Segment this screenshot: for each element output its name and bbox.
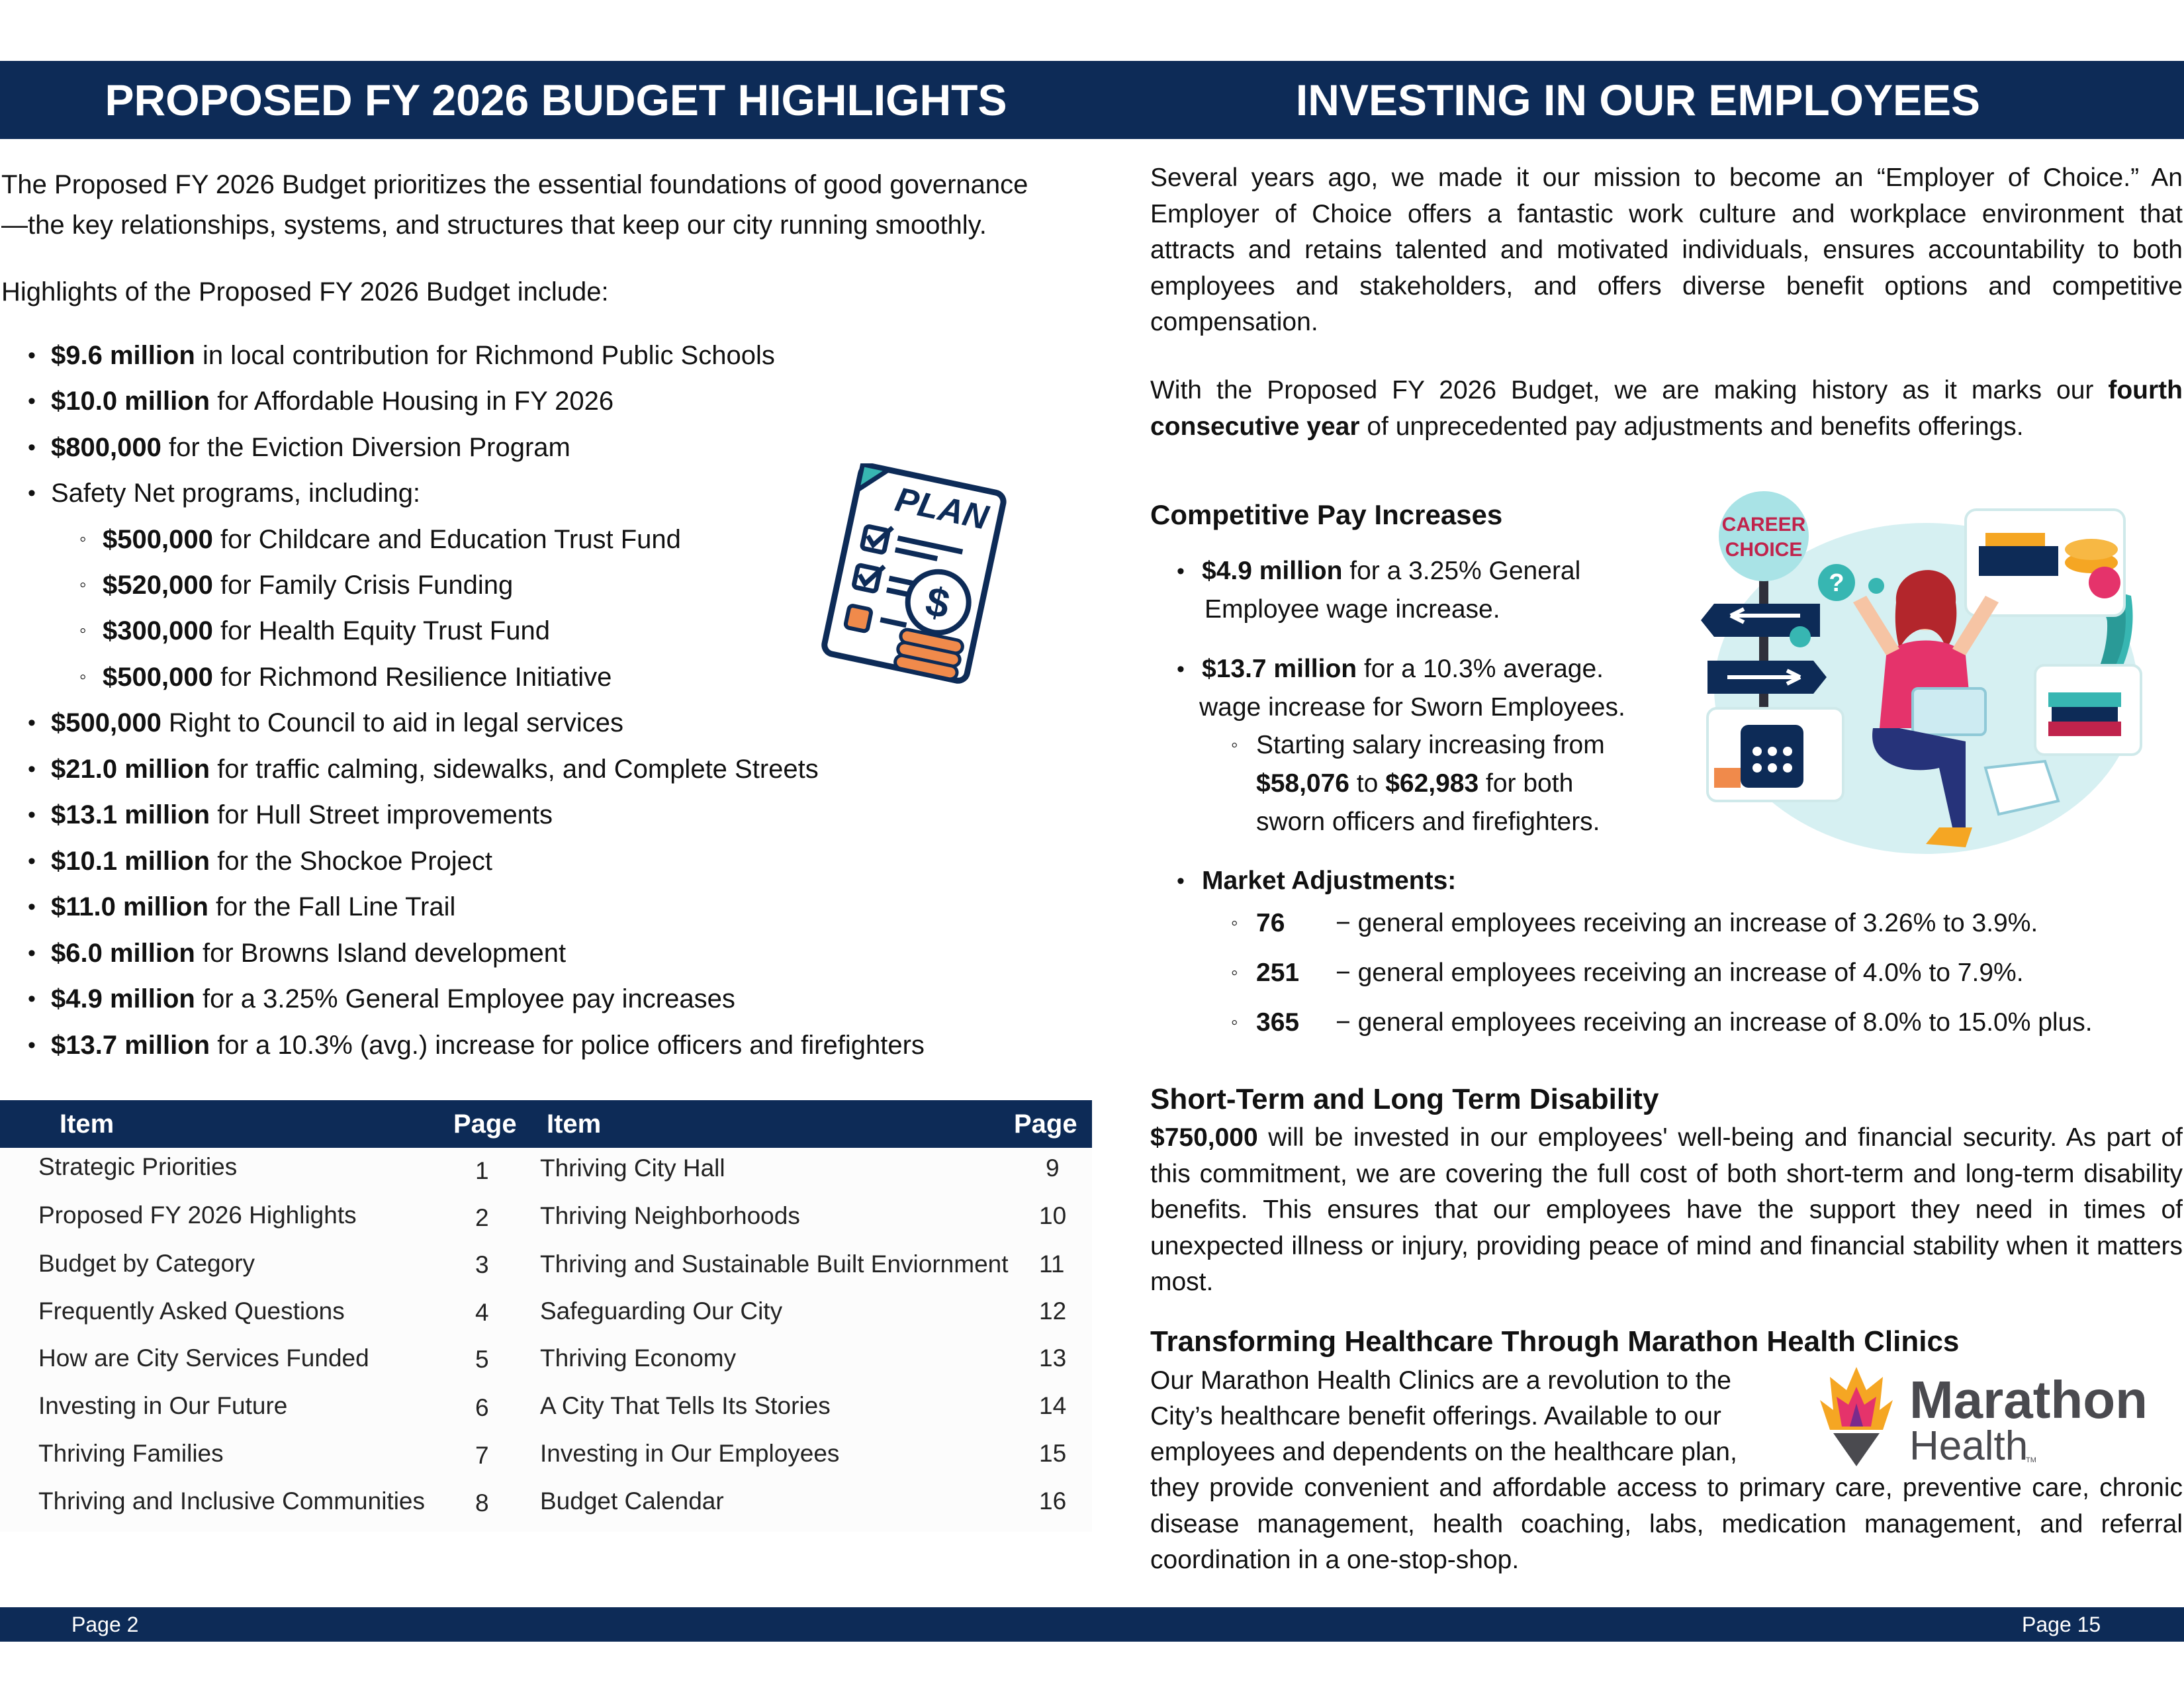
- list-item: • $11.0 million for the Fall Line Trail: [28, 892, 456, 921]
- market-item: ◦ 251 − general employees receiving an increase of 4.0% to 7.9%.: [1231, 959, 2024, 987]
- list-item: • $800,000 for the Eviction Diversion Program: [28, 433, 570, 462]
- salary-sub-item-end: sworn officers and firefighters.: [1256, 808, 1600, 836]
- sub-list-item: ◦ $300,000 for Health Equity Trust Fund: [79, 616, 550, 645]
- right-page-title: INVESTING IN OUR EMPLOYEES: [1295, 75, 1981, 124]
- left-page-number: Page 2: [71, 1613, 139, 1636]
- toc-page: 2: [475, 1204, 489, 1231]
- list-item: • $10.1 million for the Shockoe Project: [28, 847, 493, 876]
- logo-word-health: Health: [1909, 1423, 2028, 1469]
- toc-page: 7: [475, 1442, 489, 1469]
- toc-page: 5: [475, 1346, 489, 1373]
- disability-paragraph: $750,000 will be invested in our employees' well-being and financial security. As part of this commitment, we are covering the full cost of both short-term and long-term disability benefits. This ensures that our employees have the support they need in times of unexpected illness or injury, providing peace of mind and financial stability when it matters most.: [1150, 1123, 2183, 1296]
- toc-page: 8: [475, 1489, 489, 1517]
- toc-header-item: Item: [547, 1109, 602, 1139]
- plan-checklist-icon: [801, 463, 1019, 688]
- employer-of-choice-paragraph: Several years ago, we made it our mission to become an “Employer of Choice.” An Employer of Choice offers a fantastic work culture and workplace environment that attracts and retains talented and motivated individuals, ensures accountability to both employees and stakeholders, and offers diverse benefit options and competitive compensation.: [1150, 164, 2183, 336]
- toc-page: 3: [475, 1251, 489, 1278]
- healthcare-line: Our Marathon Health Clinics are a revolution to the: [1150, 1366, 1731, 1395]
- pay-item: • $13.7 million for a 10.3% average.: [1177, 655, 1604, 683]
- toc-item[interactable]: A City That Tells Its Stories: [540, 1392, 831, 1419]
- header-bar: [0, 61, 2184, 139]
- toc-item[interactable]: Thriving Economy: [540, 1344, 737, 1372]
- toc-page: 10: [1039, 1202, 1067, 1229]
- toc-item[interactable]: Thriving City Hall: [540, 1154, 725, 1182]
- toc-page: 6: [475, 1394, 489, 1421]
- career-choice-illustration: [1701, 490, 2144, 861]
- toc-page: 16: [1039, 1487, 1067, 1515]
- plan-label: PLAN: [891, 480, 992, 538]
- toc-page: 14: [1039, 1392, 1067, 1419]
- toc-item[interactable]: Investing in Our Future: [38, 1392, 288, 1419]
- right-page-number: Page 15: [2022, 1613, 2101, 1636]
- toc-header-page: Page: [1014, 1109, 1077, 1139]
- salary-sub-item: ◦ Starting salary increasing from: [1231, 731, 1605, 759]
- svg-text:$: $: [921, 578, 954, 628]
- toc-item[interactable]: Proposed FY 2026 Highlights: [38, 1201, 357, 1229]
- toc-header-item: Item: [60, 1109, 114, 1139]
- healthcare-line: City’s healthcare benefit offerings. Available to our: [1150, 1402, 1721, 1430]
- toc-item[interactable]: How are City Services Funded: [38, 1344, 369, 1372]
- logo-word-marathon: Marathon: [1909, 1370, 2148, 1429]
- sub-list-item: ◦ $520,000 for Family Crisis Funding: [79, 571, 514, 600]
- marathon-health-logo: [1817, 1364, 2148, 1476]
- healthcare-line: employees and dependents on the healthcare plan,: [1150, 1438, 1737, 1466]
- healthcare-paragraph: they provide convenient and affordable access to primary care, preventive care, chronic disease management, health coaching, labs, medication management, and referral coordination in a one-stop-shop.: [1150, 1474, 2183, 1574]
- sub-list-item: ◦ $500,000 for Richmond Resilience Initiative: [79, 663, 612, 692]
- svg-text:?: ?: [1829, 569, 1844, 597]
- toc-header: [0, 1100, 1092, 1148]
- sub-list-item: ◦ $500,000 for Childcare and Education Trust Fund: [79, 525, 681, 554]
- list-item: • $13.7 million for a 10.3% (avg.) increase for police officers and firefighters: [28, 1031, 925, 1060]
- toc-page: 9: [1046, 1154, 1060, 1182]
- list-item: • $6.0 million for Browns Island development: [28, 939, 567, 968]
- list-item: • $21.0 million for traffic calming, sidewalks, and Complete Streets: [28, 755, 819, 784]
- toc-page: 12: [1039, 1297, 1067, 1325]
- list-item: • $10.0 million for Affordable Housing in FY 2026: [28, 387, 614, 416]
- competitive-pay-heading: Competitive Pay Increases: [1150, 499, 1503, 530]
- list-item: • Safety Net programs, including:: [28, 479, 421, 508]
- pay-item: • $4.9 million for a 3.25% General: [1177, 557, 1581, 585]
- footer-bar: [0, 1607, 2184, 1642]
- pay-item-continued: Employee wage increase.: [1205, 595, 1500, 624]
- disability-heading: Short-Term and Long Term Disability: [1150, 1083, 1659, 1115]
- list-item: • $4.9 million for a 3.25% General Employee pay increases: [28, 984, 735, 1013]
- fourth-year-paragraph: With the Proposed FY 2026 Budget, we are making history as it marks our fourth consecutive year of unprecedented pay adjustments and benefits offerings.: [1150, 376, 2183, 441]
- toc-page: 4: [475, 1299, 489, 1326]
- toc-item[interactable]: Thriving Families: [38, 1440, 224, 1467]
- toc-item[interactable]: Budget Calendar: [540, 1487, 724, 1515]
- career-sign-line1: CAREER: [1721, 514, 1806, 536]
- market-heading: • Market Adjustments:: [1177, 867, 1457, 895]
- toc-item[interactable]: Thriving Neighborhoods: [540, 1202, 800, 1229]
- list-item: • $9.6 million in local contribution for Richmond Public Schools: [28, 341, 775, 370]
- logo-tm: TM: [2026, 1456, 2036, 1464]
- list-item: • $13.1 million for Hull Street improvements: [28, 800, 553, 829]
- toc-item[interactable]: Strategic Priorities: [38, 1153, 238, 1180]
- intro-line-2: —the key relationships, systems, and structures that keep our city running smoothly.: [1, 211, 987, 240]
- flame-logo-icon: [1817, 1364, 1896, 1470]
- intro-line-1: The Proposed FY 2026 Budget prioritizes the essential foundations of good governance: [1, 170, 1028, 199]
- toc-page: 15: [1039, 1440, 1067, 1467]
- toc-item[interactable]: Safeguarding Our City: [540, 1297, 783, 1325]
- highlights-intro: Highlights of the Proposed FY 2026 Budget include:: [1, 277, 609, 306]
- healthcare-heading: Transforming Healthcare Through Marathon Health Clinics: [1150, 1325, 1960, 1358]
- list-item: • $500,000 Right to Council to aid in legal services: [28, 708, 623, 737]
- left-page-title: PROPOSED FY 2026 BUDGET HIGHLIGHTS: [105, 75, 1007, 124]
- toc-item[interactable]: Thriving and Inclusive Communities: [38, 1487, 426, 1515]
- toc-page: 1: [475, 1157, 489, 1184]
- career-sign-line2: CHOICE: [1725, 539, 1803, 561]
- toc-page: 11: [1039, 1250, 1065, 1278]
- toc-header-page: Page: [453, 1109, 517, 1139]
- toc-item[interactable]: Thriving and Sustainable Built Enviornment: [540, 1250, 1009, 1278]
- toc-item[interactable]: Investing in Our Employees: [540, 1440, 840, 1467]
- market-item: ◦ 365 − general employees receiving an increase of 8.0% to 15.0% plus.: [1231, 1008, 2093, 1037]
- market-item: ◦ 76 − general employees receiving an increase of 3.26% to 3.9%.: [1231, 909, 2038, 937]
- toc-item[interactable]: Budget by Category: [38, 1250, 255, 1277]
- salary-sub-item-values: $58,076 to $62,983 for both: [1256, 769, 1574, 798]
- toc-item[interactable]: Frequently Asked Questions: [38, 1297, 345, 1325]
- pay-item-continued: wage increase for Sworn Employees.: [1199, 693, 1625, 722]
- toc-page: 13: [1039, 1344, 1067, 1372]
